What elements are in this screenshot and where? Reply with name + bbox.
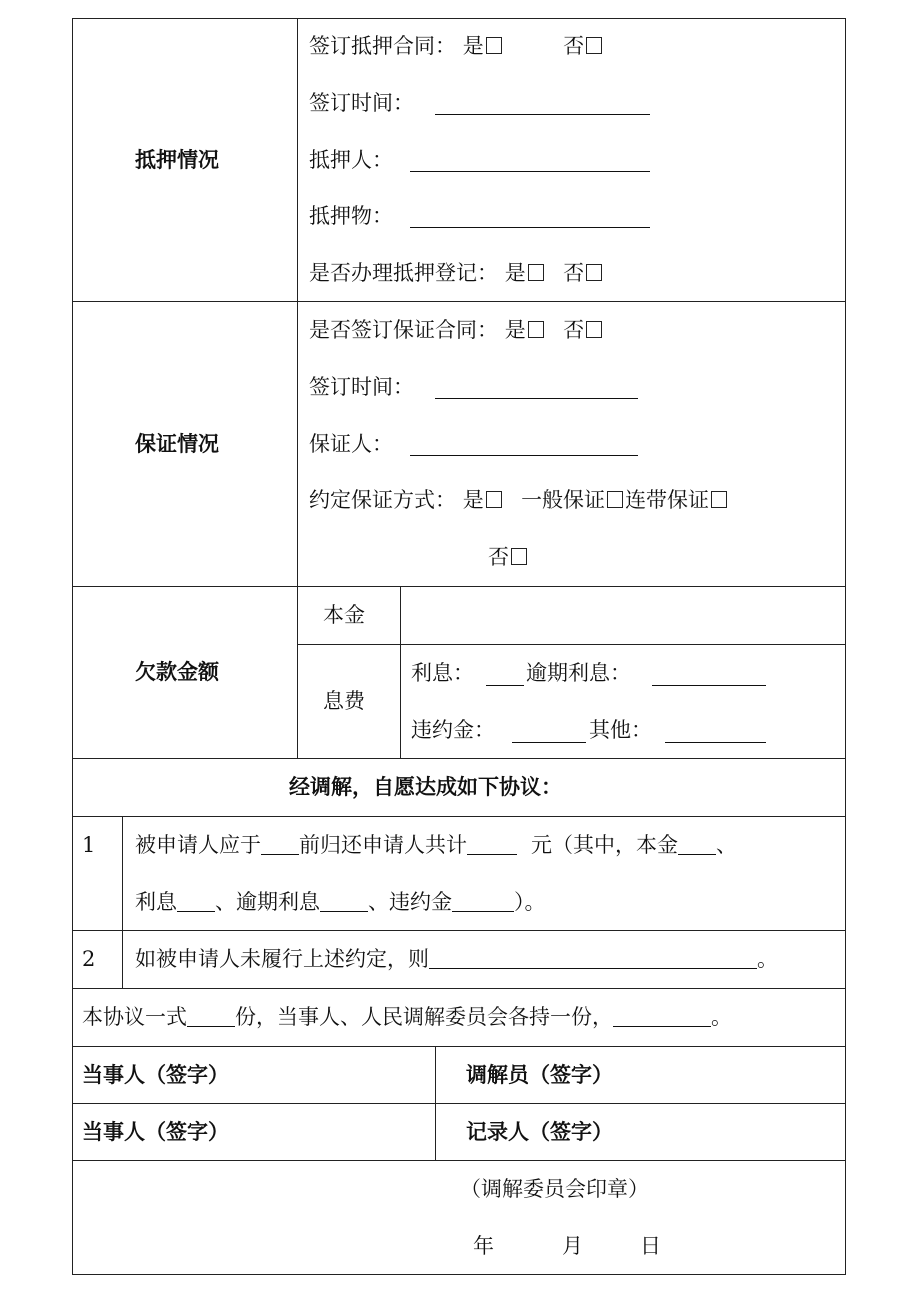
joint-guarantee-label: 连带保证 [625,488,710,512]
seal-label: （调解委员会印章） [460,1177,649,1201]
item-overdue-interest-field[interactable] [320,889,368,912]
mortgage-contract-row [309,32,604,60]
item2-line: 如被申请人未履行上述约定，则 。 [135,947,778,971]
breach-consequence-field[interactable] [429,946,757,969]
item1-line2: 利息 、逾期利息 、违约金 ）。 [135,890,546,914]
copies-note-field[interactable] [613,1004,711,1027]
mortgagor-label: 抵押人： [309,148,393,172]
guarantee-method-no-row [488,543,529,571]
debt-label: 欠款金额 [135,660,219,684]
copies-line: 本协议一式 份，当事人、人民调解委员会各持一份， 。 [82,1005,732,1029]
mortgage-registration-row [309,259,604,287]
mortgage-label: 抵押情况 [135,148,219,172]
guarantee-method-no: 否 [488,545,509,569]
party2-signature-label: 当事人（签字） [82,1120,229,1144]
overdue-interest-label: 逾期利息： [526,661,631,685]
guarantee-method-label: 约定保证方式： [309,488,456,512]
guarantee-method-yes-checkbox[interactable] [486,491,502,508]
mortgagor-field[interactable] [410,171,650,172]
copies-count-field[interactable] [187,1004,235,1027]
other-field[interactable] [665,742,766,743]
mortgage-registration-label: 是否办理抵押登记： [309,261,498,285]
item2-number: 2 [82,947,96,971]
principal-label: 本金 [323,603,365,627]
collateral-field[interactable] [410,227,650,228]
guarantee-label: 保证情况 [135,432,219,456]
joint-guarantee-checkbox[interactable] [711,491,727,508]
guarantee-sign-time-label: 签订时间： [309,375,414,399]
guarantee-method-row [309,486,729,514]
guarantor-field[interactable] [410,455,638,456]
total-amount-field[interactable] [467,832,517,855]
guarantee-sign-time-field[interactable] [435,398,638,399]
date-year-label: 年 [473,1234,494,1258]
interest-field[interactable] [486,685,524,686]
guarantee-contract-yes: 是 [504,318,526,342]
fees-label: 息费 [323,689,365,713]
overdue-interest-field[interactable] [652,685,766,686]
mortgage-contract-yes-checkbox[interactable] [486,37,502,54]
guarantee-contract-no: 否 [563,318,585,342]
mortgage-contract-no: 否 [563,34,585,58]
mortgage-contract-no-checkbox[interactable] [586,37,602,54]
guarantor-label: 保证人： [309,432,393,456]
item1-number: 1 [82,833,96,857]
guarantee-method-yes: 是 [462,488,484,512]
date-month-label: 月 [562,1234,583,1258]
mortgage-contract-yes: 是 [462,34,484,58]
item-principal-field[interactable] [678,832,716,855]
party1-signature-label: 当事人（签字） [82,1063,229,1087]
date-day-label: 日 [640,1234,661,1258]
mortgage-registration-yes-checkbox[interactable] [528,264,544,281]
guarantee-contract-yes-checkbox[interactable] [528,321,544,338]
collateral-label: 抵押物： [309,204,393,228]
guarantee-method-no-checkbox[interactable] [511,548,527,565]
guarantee-contract-no-checkbox[interactable] [586,321,602,338]
item-interest-field[interactable] [177,889,215,912]
guarantee-contract-row [309,316,604,344]
general-guarantee-label: 一般保证 [521,488,606,512]
item1-line1: 被申请人应于 前归还申请人共计 元（其中，本金 、 [135,833,737,857]
recorder-signature-label: 记录人（签字） [466,1120,613,1144]
interest-label: 利息： [411,661,474,685]
penalty-field[interactable] [512,742,586,743]
other-label: 其他： [589,718,652,742]
mortgage-sign-time-label: 签订时间： [309,91,414,115]
general-guarantee-checkbox[interactable] [607,491,623,508]
mortgage-registration-no-checkbox[interactable] [586,264,602,281]
agreement-heading: 经调解，自愿达成如下协议： [289,775,562,799]
item-penalty-field[interactable] [452,889,514,912]
principal-field[interactable] [402,588,844,643]
mediator-signature-label: 调解员（签字） [466,1063,613,1087]
mortgage-contract-label: 签订抵押合同： [309,34,456,58]
guarantee-contract-label: 是否签订保证合同： [309,318,498,342]
penalty-label: 违约金： [411,718,495,742]
mortgage-registration-no: 否 [563,261,585,285]
repay-date-field[interactable] [261,832,299,855]
mortgage-sign-time-field[interactable] [435,114,650,115]
mortgage-registration-yes: 是 [504,261,526,285]
